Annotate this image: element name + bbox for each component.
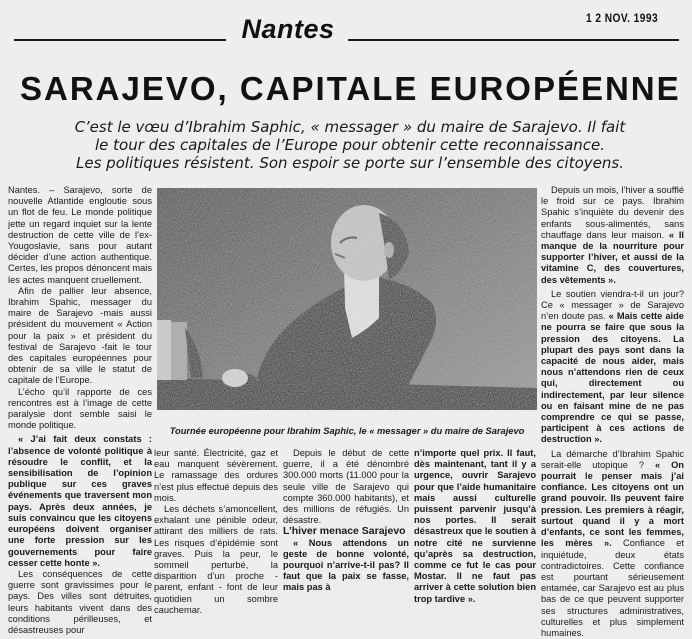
header-rule-left [14, 39, 226, 41]
portrait-photo-icon [157, 188, 537, 410]
section-title: Nantes [241, 14, 335, 44]
lede-line: C’est le vœu d’Ibrahim Saphic, « messager » du maire de Sarajevo. Il fait [74, 118, 626, 136]
paragraph [541, 289, 684, 446]
text: Depuis un mois, l’hiver a soufflé le froid sur ce pays. Ibrahim Spahic s’inquiète du devenir des enfants sous-alimentés, sans chauffage dans leur maison. [541, 185, 684, 240]
column-5 [541, 185, 684, 639]
paragraph [541, 449, 684, 639]
photo-caption: Tournée européenne pour Ibrahim Saphic, le « messager » du maire de Sarajevo [169, 426, 525, 436]
paragraph: Depuis le début de cette guerre, il a été dénombré 300.000 morts (11.000 pour la seule ville de Sarajevo qui compte 360.000 habitants), et des millions de réfugiés. Un désastre. [283, 448, 409, 526]
subheading: L’hiver menace Sarajevo [283, 525, 406, 538]
quote: « Il manque de la nourriture pour supporter l’hiver, et aussi de la vitamine C, des couvertures, des vêtements ». [541, 229, 684, 285]
paragraph: Nantes. – Sarajevo, sorte de nouvelle Atlantide engloutie sous un flot de feu. Le monde politique jette un regard inquiet sur la lente destruction de cette ville de l’ex-Yougoslavie, sans pour autant décider d’une action authentique. Certes, les propos dénoncent mais les actes manquent cruellement. [8, 185, 152, 285]
text: La démarche d’Ibrahim Spahic serait-elle utopique ? [541, 448, 684, 470]
column-1 [8, 185, 152, 636]
lede [20, 118, 680, 172]
article-photo [157, 188, 537, 410]
paragraph: Les conséquences de cette guerre sont gravissimes pour le pays. Des villes sont détruites, leurs habitants vivent dans des conditions périlleuses, et désastreuses pour [8, 568, 152, 635]
text: Confiance et inquiétude, deux états contradictoires. Cette confiance est pourtant sérieusement entamée, car Sarajevo est au plus bas de ce que peuvent supporter ses structures administratives, culturelles et plus simplement humaines. [541, 538, 684, 638]
paragraph: Afin de pallier leur absence, Ibrahim Spahic, messager du maire de Sarajevo -mais aussi président du mouvement « Action pour la paix » et président du festival de Sarajevo -fait le tour des capitales européennes pour obtenir de sa ville le statut de capitale de l’Europe. [8, 285, 152, 386]
text: Le soutien viendra-t-il un jour? Ce « messager » de Sarajevo n’en doute pas. [541, 288, 684, 322]
quote: « Mais cette aide ne pourra se faire que sous la pression des citoyens. La plupart des pays sont dans la capacité de nous aider, mais nous n’attendons rien de ceux qui, directement ou indirectement, par leur silence ou en faisant mine de ne pas comprendre ce qui se passe, participent à ces actions de destruction ». [541, 311, 684, 445]
paragraph: Les déchets s’amoncellent, exhalant une pénible odeur, attirant des milliers de rats. Les risques d’épidémie sont graves. Puis la peur, le sommeil perturbé, la disparition d’un proche -parent, enfant - font de leur quotidien un sombre cauchemar. [154, 504, 278, 615]
column-3 [283, 448, 409, 594]
publication-date: 1 2 NOV. 1993 [586, 11, 659, 25]
paragraph-quote: « Nous attendons un geste de bonne volonté, pourquoi n’arrive-t-il pas? Il faut que la paix se fasse, mais pas à [283, 537, 409, 593]
quote: « On pourrait le penser mais j’ai confiance. Les citoyens ont un grand pouvoir. Ils peuvent faire pression. Les premiers à réagir, surtout quand il y a mort d’enfants, ce sont les femmes, les mères ». [541, 459, 684, 549]
paragraph: L’écho qu’il rapporte de ces rencontres est à l’image de cette paralysie dont semble saisi le monde politique. [8, 386, 152, 431]
paragraph [541, 185, 684, 286]
paragraph-quote: n’importe quel prix. Il faut, dès maintenant, tant il y a urgence, ouvrir Sarajevo pour que l’aide humanitaire mais aussi culturelle puissent parvenir jusqu’à nos portes. Il serait désastreux que le soutien à notre cité ne survienne qu’après sa destruction, comme ce fut le cas pour Mostar. Il ne faut pas arriver à cette solution bien trop tardive ». [414, 448, 536, 604]
lede-line: Les politiques résistent. Son espoir se porte sur l’ensemble des citoyens. [76, 154, 624, 172]
headline: SARAJEVO, CAPITALE EUROPÉENNE [20, 70, 681, 107]
column-4 [414, 448, 536, 605]
header-rule-right [348, 39, 679, 41]
column-2 [154, 448, 278, 616]
paragraph: leur santé. Électricité, gaz et eau manquent sévèrement. Le ramassage des ordures n’est plus effectué depuis des mois. [154, 448, 278, 503]
paragraph-quote: « J’ai fait deux constats : l’absence de volonté politique à résoudre le conflit, et la sensibilisation de l’opinion publique sur ces graves événements que traversent mon pays. Après deux années, je suis convaincu que les citoyens européens doivent organiser une forte pression sur les gouvernements pour faire cesser cette honte ». [8, 434, 152, 568]
lede-line: le tour des capitales de l’Europe pour obtenir cette reconnaissance. [94, 136, 606, 154]
